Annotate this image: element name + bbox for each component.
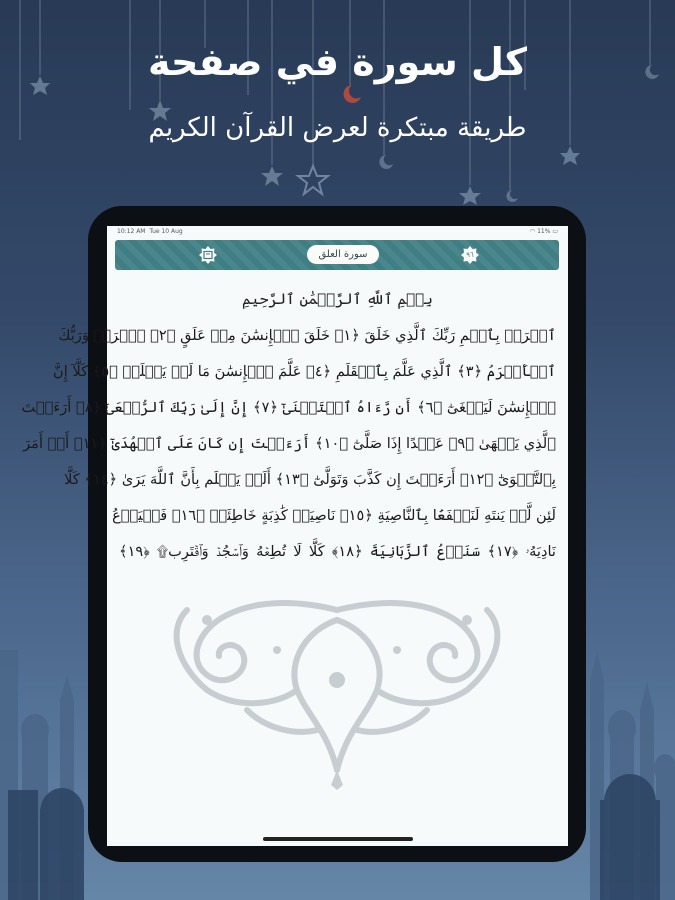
battery-level: 11% bbox=[537, 228, 551, 235]
surah-title[interactable]: سورة العلق bbox=[307, 245, 379, 264]
basmala: بِسۡمِ ٱللَّهِ ٱلرَّحۡمَٰنِ ٱلرَّحِيمِ bbox=[242, 290, 433, 308]
status-right bbox=[530, 228, 558, 235]
status-date: Tue 10 Aug bbox=[149, 228, 183, 235]
tablet-screen bbox=[21, 226, 568, 846]
wifi-icon: ◠ bbox=[529, 228, 536, 235]
decorative-ornament bbox=[147, 590, 527, 790]
bookmark-button[interactable] bbox=[198, 245, 218, 265]
surah-header-bar bbox=[115, 240, 559, 270]
page-number: ٩٦ bbox=[466, 251, 474, 259]
battery-icon: ▭ bbox=[552, 228, 558, 235]
page-number-badge[interactable] bbox=[460, 245, 480, 265]
bookmark-icon bbox=[198, 245, 218, 265]
verse-line: ٱلۡإِنسَٰنَ لَيَطۡغَىٰٓ ﴿٦﴾ أَن رَّءَاهُ ٱسۡتَغۡنَىٰٓ ﴿٧﴾ إِنَّ إِلَىٰ رَبِّكَ ٱلرُّجۡعَىٰٓ ﴿٨﴾ أَرَءَيۡتَ bbox=[21, 399, 556, 416]
verse-line: ٱلۡأَكۡرَمُ ﴿٣﴾ ٱلَّذِي عَلَّمَ بِٱلۡقَلَمِ ﴿٤﴾ عَلَّمَ ٱلۡإِنسَٰنَ مَا لَمۡ يَعۡلَمۡ ﴿٥﴾ كَلَّآ إِنَّ bbox=[53, 363, 556, 380]
promo-banner bbox=[0, 0, 675, 210]
promo-headline: كل سورة في صفحة bbox=[147, 40, 528, 84]
promo-subheadline: طريقة مبتكرة لعرض القرآن الكريم bbox=[148, 113, 527, 143]
status-time: 10:12 AM Tue 10 Aug bbox=[117, 228, 183, 235]
hanging-ornaments bbox=[0, 0, 675, 210]
verse-line: ٱقۡرَأۡ بِٱسۡمِ رَبِّكَ ٱلَّذِي خَلَقَ ﴿١﴾ خَلَقَ ٱلۡإِنسَٰنَ مِنۡ عَلَقٍ ﴿٢﴾ ٱقۡرَأۡ وَرَبُّكَ bbox=[58, 327, 556, 344]
verse-line: لَئِن لَّمۡ يَنتَهِ لَنَسۡفَعَۢا بِٱلنَّاصِيَةِ ﴿١٥﴾ نَاصِيَةٖ كَٰذِبَةٍ خَاطِئَةٖ ﴿١٦﴾ فَلۡيَدۡعُ bbox=[112, 507, 556, 524]
verse-line: ٱلَّذِي يَنۡهَىٰ ﴿٩﴾ عَبۡدًا إِذَا صَلَّىٰٓ ﴿١٠﴾ أَرَءَيۡتَ إِن كَانَ عَلَى ٱلۡهُدَىٰٓ ﴿١١﴾ أَوۡ أَمَرَ bbox=[23, 435, 556, 452]
quran-text bbox=[21, 318, 556, 570]
status-bar bbox=[107, 226, 568, 238]
verse-line: بِٱلتَّقۡوَىٰٓ ﴿١٢﴾ أَرَءَيۡتَ إِن كَذَّبَ وَتَوَلَّىٰٓ ﴿١٣﴾ أَلَمۡ يَعۡلَم بِأَنَّ ٱللَّهَ يَرَىٰ ﴿١٤﴾ كَلَّا bbox=[64, 471, 556, 488]
verse-line: نَادِيَهُۥ ﴿١٧﴾ سَنَدۡعُ ٱلزَّبَانِيَةَ ﴿١٨﴾ كَلَّا لَا تُطِعۡهُ وَٱسۡجُدۡ وَٱقۡتَرِب۩ ﴿١٩﴾ bbox=[119, 543, 556, 560]
home-indicator[interactable] bbox=[263, 837, 413, 841]
